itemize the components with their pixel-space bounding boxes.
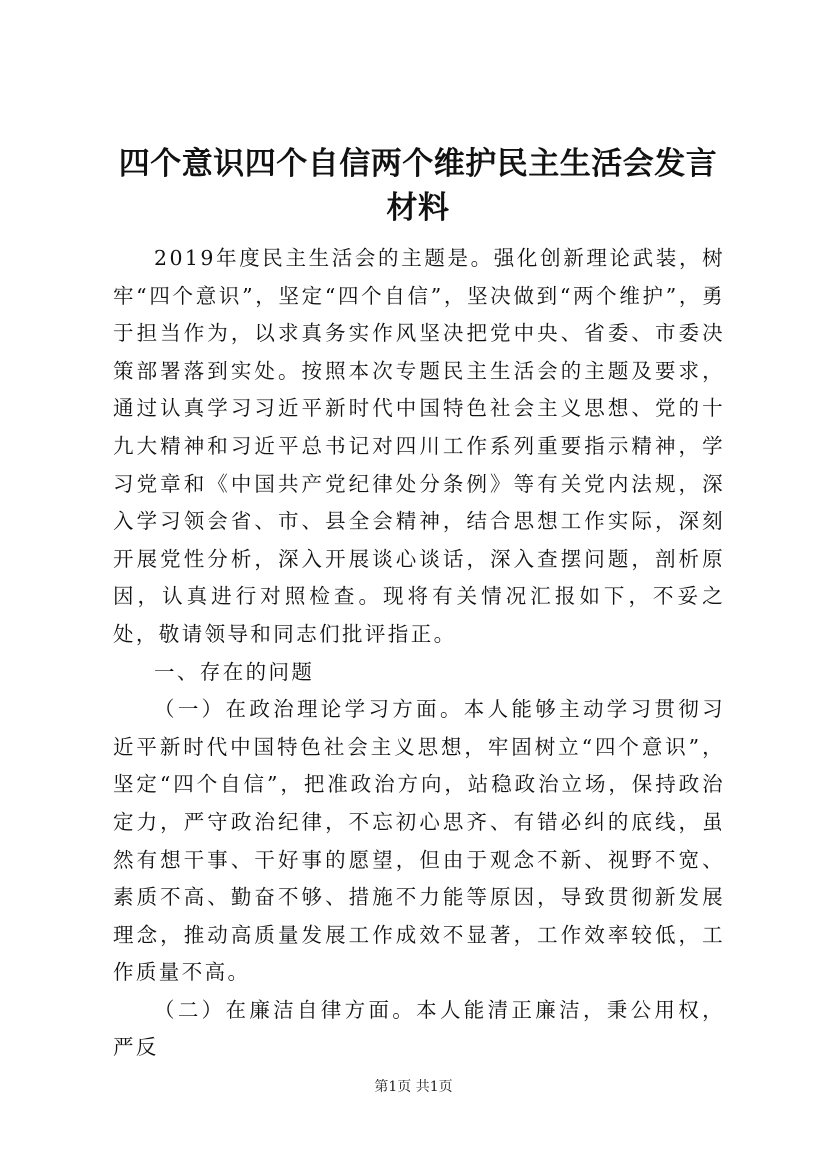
document-body <box>113 240 725 1067</box>
document-title: 四个意识四个自信两个维护民主生活会发言材料 <box>118 146 718 226</box>
page-footer: 第1页 共1页 <box>374 1079 453 1095</box>
section-heading-problems: 一、存在的问题 <box>154 659 315 684</box>
paragraph-political-study: （一）在政治理论学习方面。本人能够主动学习贯彻习近平新时代中国特色社会主义思想，牢固树立“四个意识”，坚定“四个自信”，把准政治方向，站稳政治立场，保持政治定力，严守政治纪律，不忘初心思齐、有错必纠的底线，虽然有想干事、干好事的愿望，但由于观念不新、视野不宽、素质不高、勤奋不够、措施不力能等原因，导致贯彻新发展理念，推动高质量发展工作成效不显著，工作效率较低，工作质量不高。 <box>113 697 725 985</box>
paragraph-integrity: （二）在廉洁自律方面。本人能清正廉洁，秉公用权，严反 <box>113 997 725 1060</box>
paragraph-intro: 2019年度民主生活会的主题是。强化创新理论武装，树牢“四个意识”，坚定“四个自信”，坚决做到“两个维护”，勇于担当作为，以求真务实作风坚决把党中央、省委、市委决策部署落到实处。按照本次专题民主生活会的主题及要求，通过认真学习习近平新时代中国特色社会主义思想、党的十九大精神和习近平总书记对四川工作系列重要指示精神，学习党章和《中国共产党纪律处分条例》等有关党内法规，深入学习领会省、市、县全会精神，结合思想工作实际，深刻开展党性分析，深入开展谈心谈话，深入查摆问题，剖析原因，认真进行对照检查。现将有关情况汇报如下，不妥之处，敬请领导和同志们批评指正。 <box>113 246 725 646</box>
